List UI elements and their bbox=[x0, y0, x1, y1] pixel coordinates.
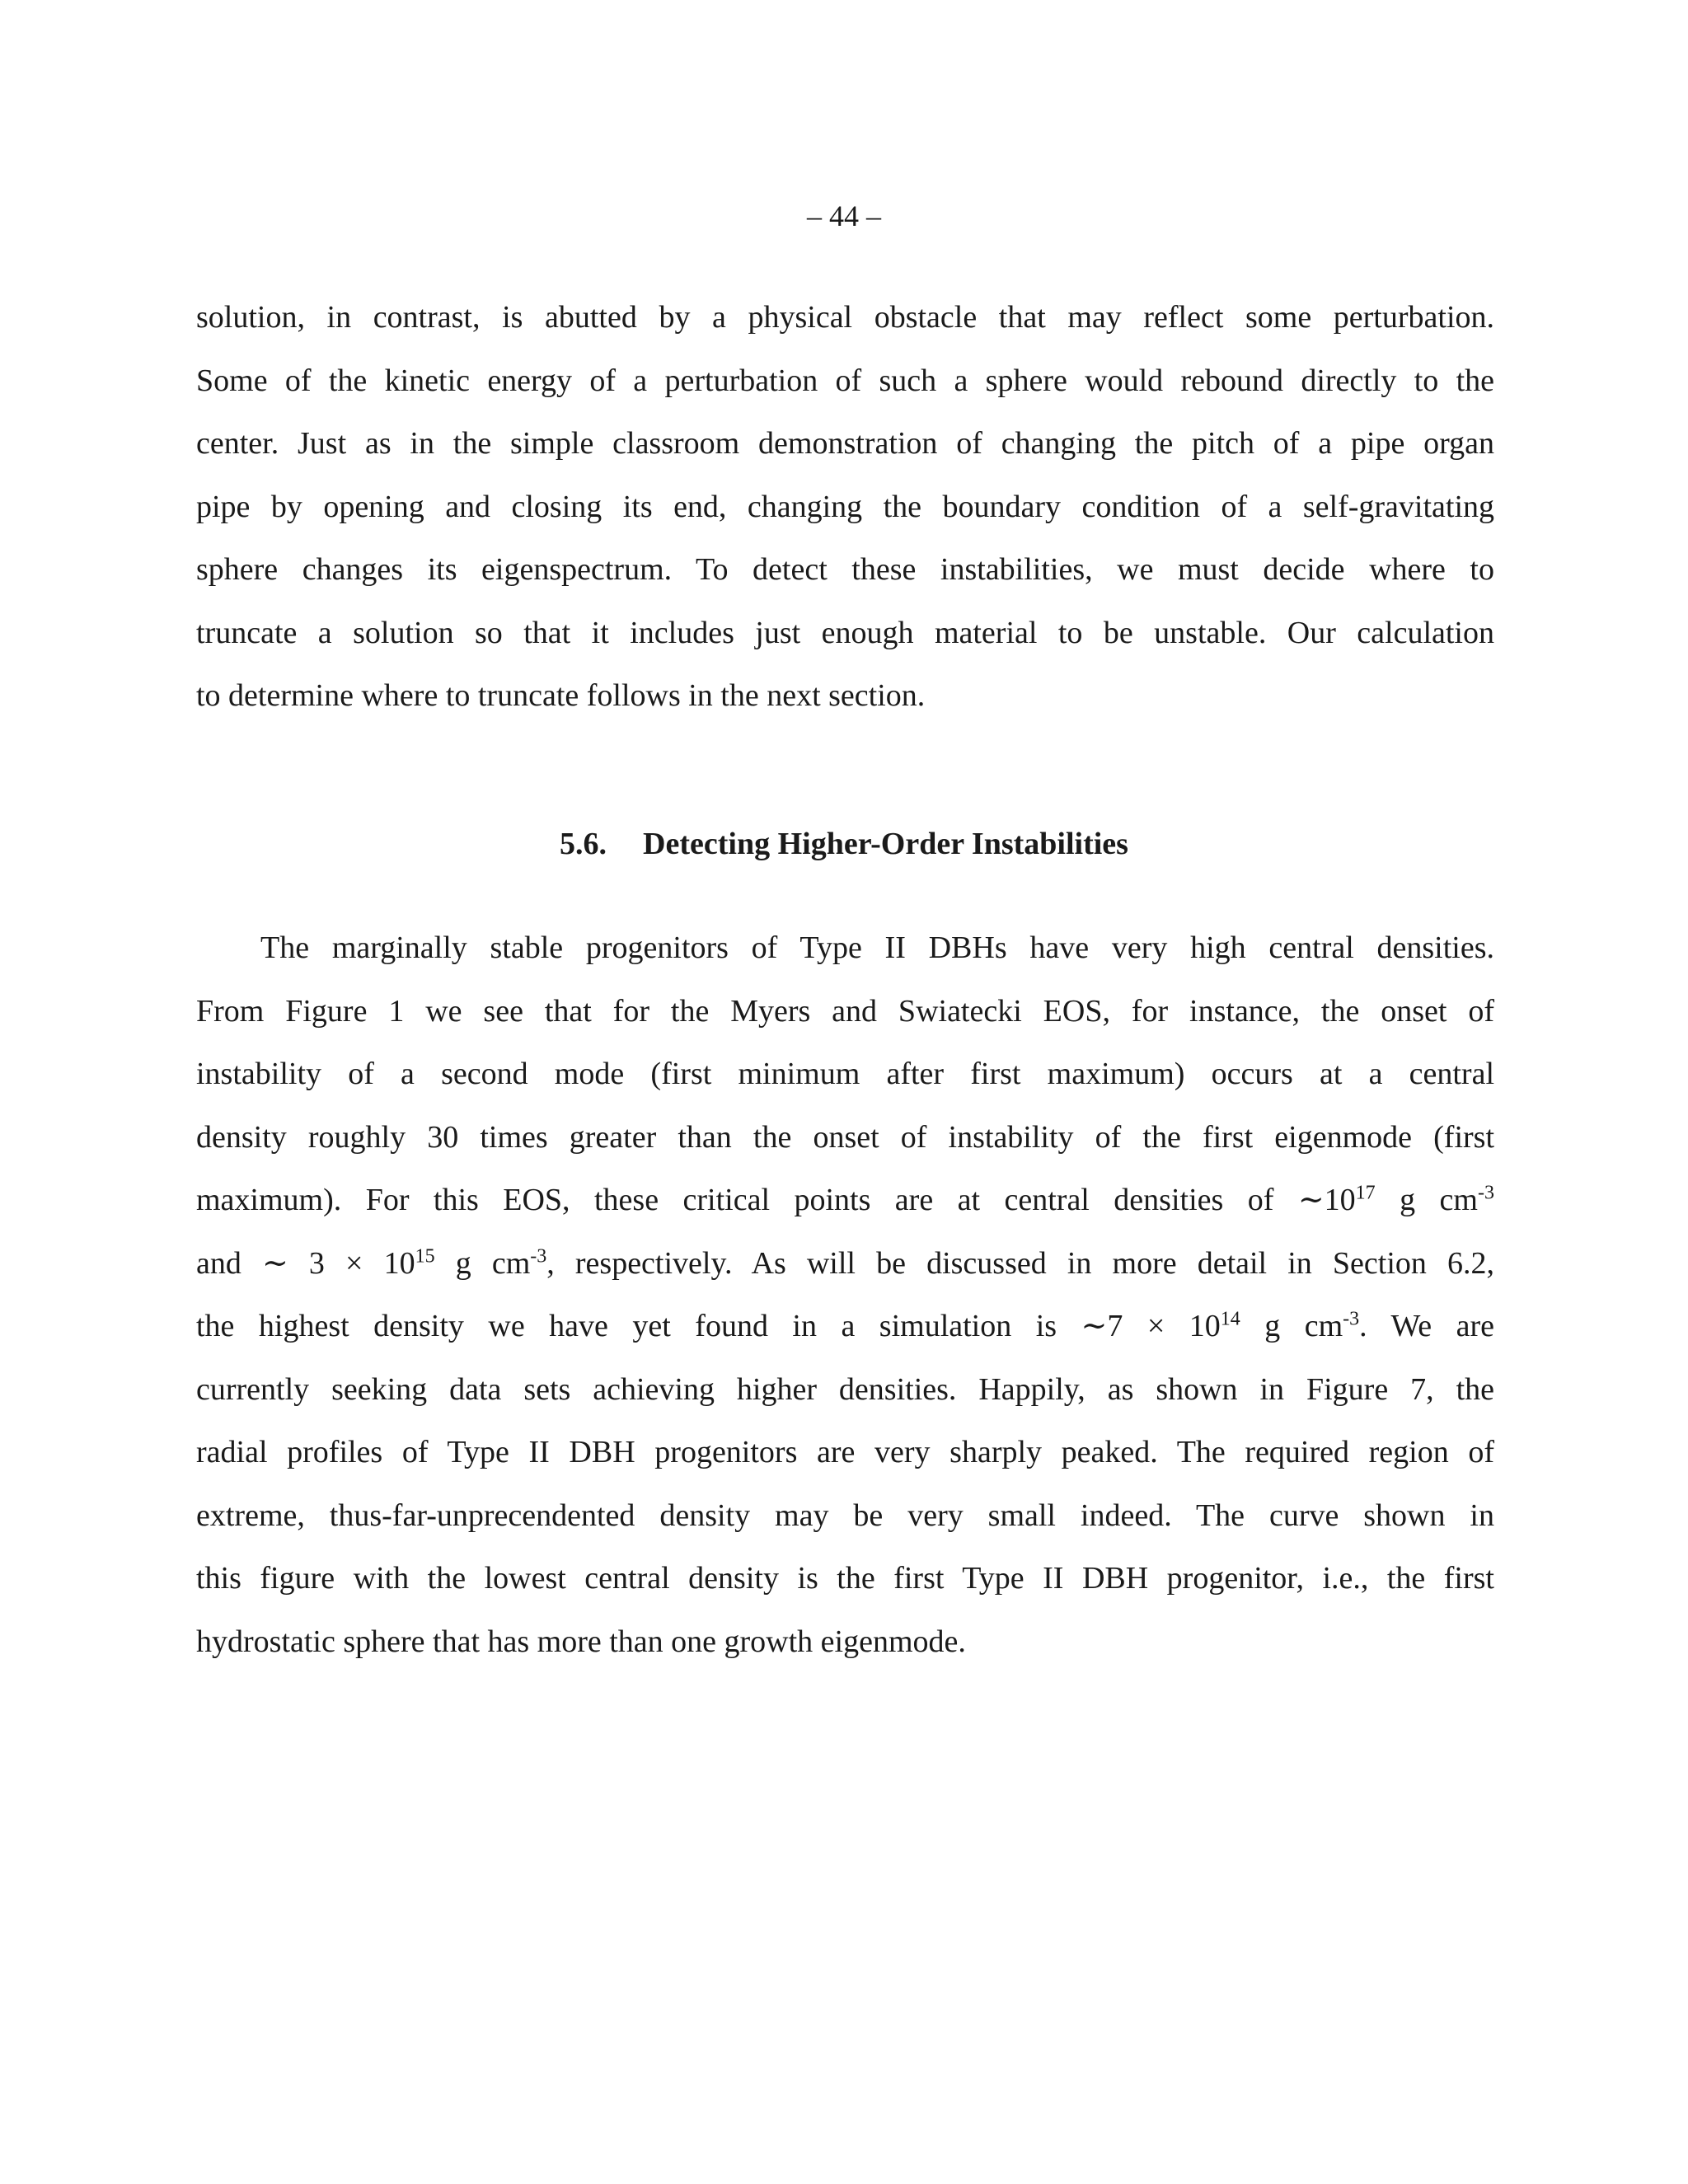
superscript: 15 bbox=[415, 1244, 435, 1267]
text-fragment: and ∼ 3 × 10 bbox=[196, 1245, 415, 1281]
text-line: currently seeking data sets achieving higher densities. Happily, as shown in Figure 7, the bbox=[196, 1371, 1494, 1407]
superscript: -3 bbox=[1343, 1308, 1360, 1330]
text-fragment: g cm bbox=[1240, 1309, 1343, 1343]
page-number: – 44 – bbox=[807, 199, 881, 232]
superscript: -3 bbox=[530, 1244, 547, 1267]
text-fragment: , respectively. As will be discussed in more detail in Section 6.2, bbox=[546, 1245, 1494, 1281]
text-line: From Figure 1 we see that for the Myers and Swiatecki EOS, for instance, the onset of bbox=[196, 993, 1494, 1029]
section-heading bbox=[0, 824, 1688, 864]
text-line bbox=[196, 1295, 1494, 1358]
text-line: this figure with the lowest central density is the first Type II DBH progenitor, i.e., the first bbox=[196, 1561, 1494, 1596]
superscript: 17 bbox=[1355, 1182, 1376, 1204]
text-line: radial profiles of Type II DBH progenitors are very sharply peaked. The required region of bbox=[196, 1435, 1494, 1469]
text-line: to determine where to truncate follows in the next section. bbox=[196, 678, 926, 713]
superscript: -3 bbox=[1477, 1182, 1494, 1204]
text-line: extreme, thus-far-unprecendented density may be very small indeed. The curve shown in bbox=[196, 1497, 1494, 1533]
text-fragment: the highest density we have yet found in a simulation is ∼7 × 10 bbox=[196, 1309, 1221, 1343]
text-line bbox=[196, 1169, 1494, 1232]
text-line: pipe by opening and closing its end, changing the boundary condition of a self-gravitating bbox=[196, 489, 1494, 524]
text-line: truncate a solution so that it includes just enough material to be unstable. Our calculation bbox=[196, 615, 1494, 650]
text-line: hydrostatic sphere that has more than one growth eigenmode. bbox=[196, 1624, 966, 1659]
superscript: 14 bbox=[1220, 1308, 1240, 1330]
section-number: 5.6. bbox=[560, 827, 607, 861]
text-line: The marginally stable progenitors of Type II DBHs have very high central densities. bbox=[260, 930, 1494, 965]
text-line: Some of the kinetic energy of a perturbation of such a sphere would rebound directly to the bbox=[196, 363, 1494, 398]
text-fragment: g cm bbox=[434, 1245, 531, 1281]
text-line: instability of a second mode (first minimum after first maximum) occurs at a central bbox=[196, 1057, 1494, 1091]
text-line: sphere changes its eigenspectrum. To detect these instabilities, we must decide where to bbox=[196, 552, 1494, 587]
text-line: density roughly 30 times greater than the onset of instability of the first eigenmode (first bbox=[196, 1119, 1494, 1155]
paragraph bbox=[196, 286, 1494, 728]
text-line: center. Just as in the simple classroom demonstration of changing the pitch of a pipe organ bbox=[196, 426, 1494, 461]
text-fragment: g cm bbox=[1375, 1183, 1478, 1217]
text-line: solution, in contrast, is abutted by a physical obstacle that may reflect some perturbation. bbox=[196, 300, 1494, 335]
text-fragment: maximum). For this EOS, these critical points are at central densities of ∼10 bbox=[196, 1183, 1356, 1217]
text-fragment: . We are bbox=[1359, 1309, 1494, 1343]
section-title: Detecting Higher-Order Instabilities bbox=[643, 827, 1128, 861]
text-line bbox=[196, 1232, 1494, 1296]
paragraph bbox=[196, 916, 1494, 1673]
